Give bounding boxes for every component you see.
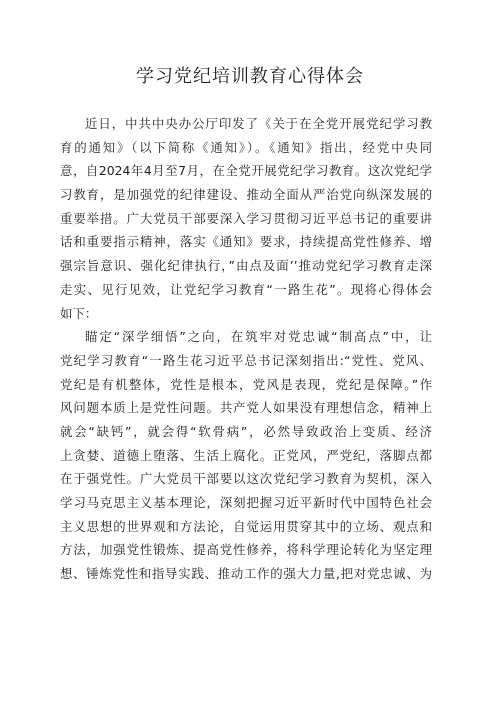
- paragraph-line: 风问题本质上是党性问题。共产党人如果没有理想信念，精神上: [60, 400, 432, 416]
- document-body: [60, 112, 432, 586]
- paragraph-line: 瞄定“深学细悟”之向，在筑牢对党忠诚“制高点”中，让: [85, 329, 432, 345]
- paragraph-line: 在于强党性。广大党员干部要以这次党纪学习教育为契机，深入: [60, 471, 432, 487]
- document-title: 学习党纪培训教育心得体会: [136, 66, 364, 87]
- paragraph-line: 上贪婪、道德上堕落、生活上腐化。正党风，严党纪，落脚点都: [60, 447, 432, 463]
- paragraph-line: 重要举措。广大党员干部要深入学习贯彻习近平总书记的重要讲: [60, 210, 432, 226]
- paragraph-line: 话和重要指示精神，落实《通知》要求，持续提高党性修养、增: [60, 234, 432, 250]
- paragraph-line: 强宗旨意识、强化纪律执行，”由点及面’’推动党纪学习教育走深: [60, 258, 432, 274]
- paragraph-line: 就会“缺钙”，就会得“软骨病”，必然导致政治上变质、经济: [60, 423, 432, 439]
- paragraph-line: 习教育，是加强党的纪律建设、推动全面从严治党向纵深发展的: [60, 187, 432, 203]
- paragraph-line: 如下：: [60, 305, 98, 321]
- paragraph-line: 想、锤炼党性和指导实践、推动工作的强大力量,把对党忠诚、为: [60, 566, 432, 582]
- paragraph-line: 育的通知》（以下简称《通知》）。《通知》指出，经党中央同: [60, 139, 432, 155]
- paragraph-line: 方法，加强党性锻炼、提高党性修养，将科学理论转化为坚定理: [60, 542, 432, 558]
- paragraph-line: 意，自2024年4月至7月，在全党开展党纪学习教育。这次党纪学: [60, 163, 432, 179]
- paragraph-line: 主义思想的世界观和方法论，自觉运用贯穿其中的立场、观点和: [60, 518, 432, 534]
- paragraph-line: 党纪学习教育“一路生花习近平总书记深刻指出:“党性、党风、: [60, 352, 432, 368]
- paragraph-line: 走实、见行见效，让党纪学习教育“一路生花”。现将心得体会: [60, 281, 432, 297]
- paragraph-line: 党纪是有机整体，党性是根本，党风是表现，党纪是保障。”作: [60, 376, 432, 392]
- paragraph-line: 近日，中共中央办公厅印发了《关于在全党开展党纪学习教: [85, 116, 432, 131]
- paragraph-line: 学习马克思主义基本理论，深刻把握习近平新时代中国特色社会: [60, 495, 432, 510]
